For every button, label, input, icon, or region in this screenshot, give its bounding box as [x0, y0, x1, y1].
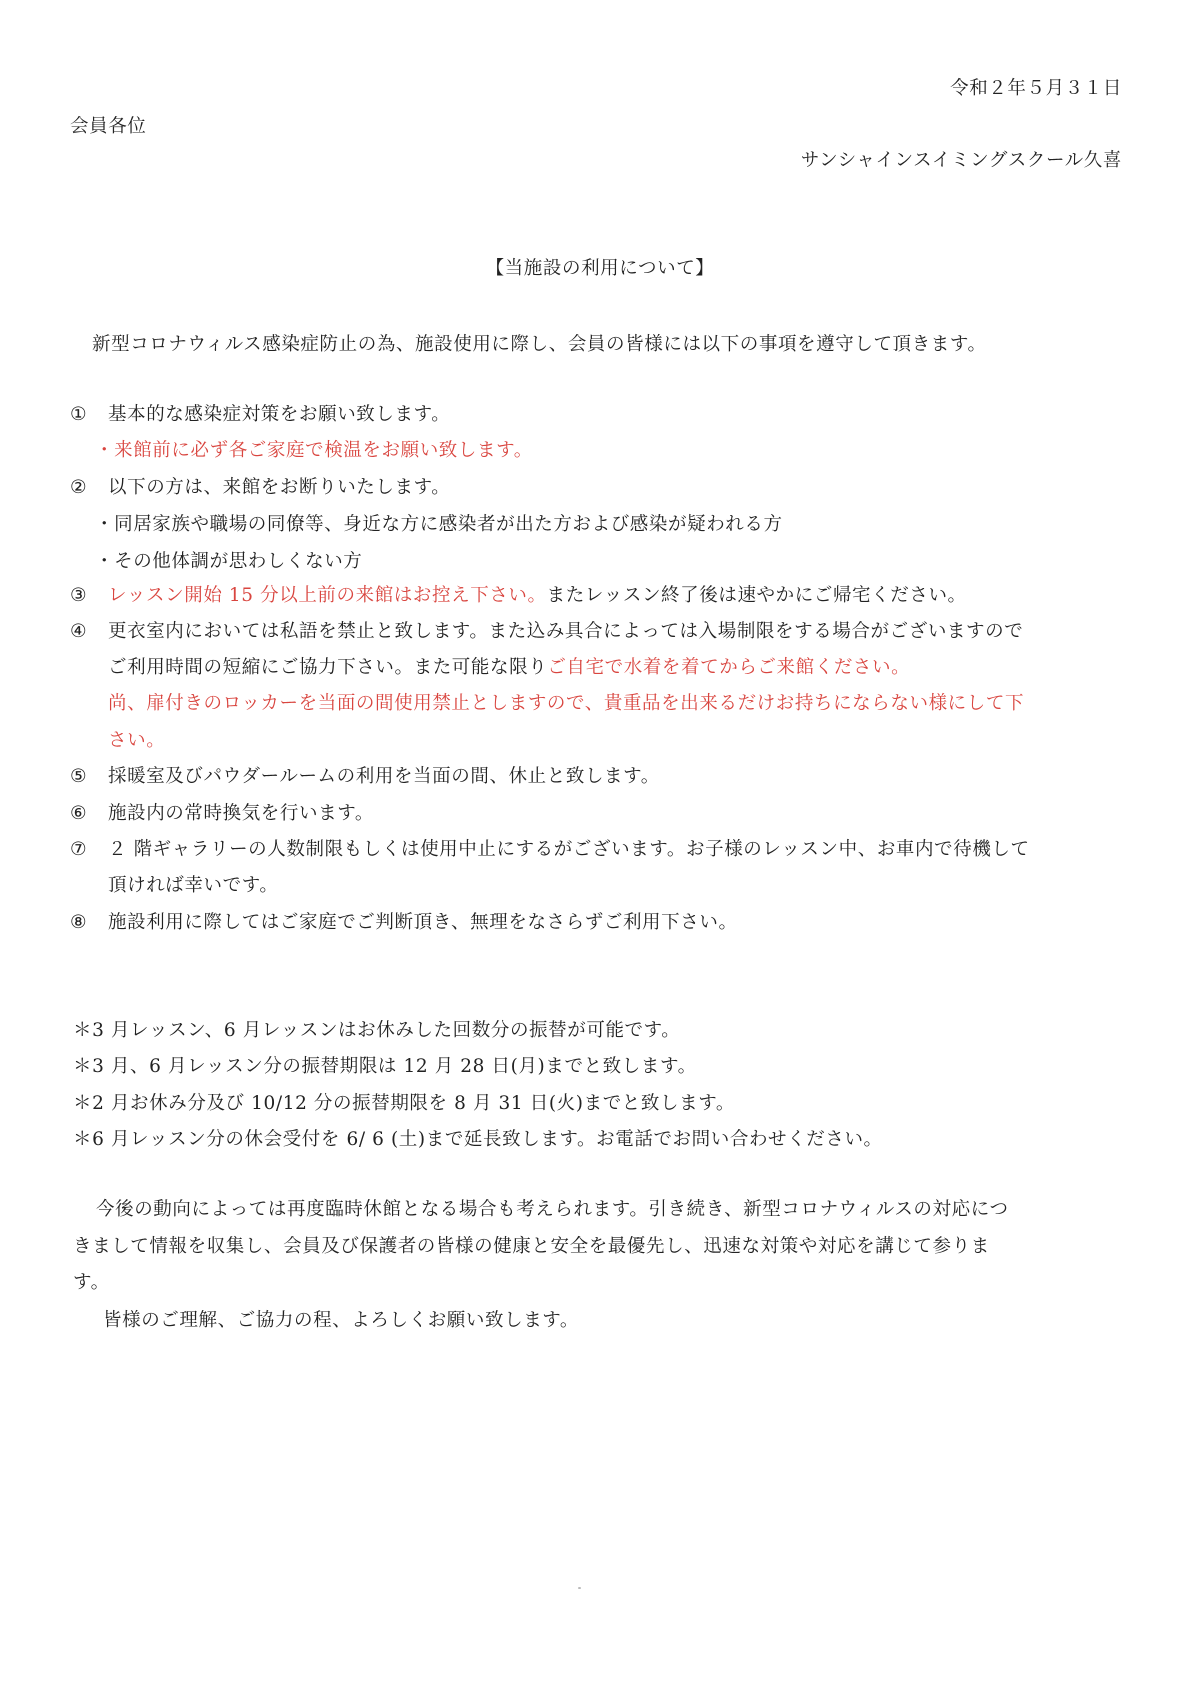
item-text-highlight: レッスン開始 15 分以上前の来館はお控え下さい。 — [108, 585, 547, 606]
list-item-2-sub-1: ・同居家族や職場の同僚等、身近な方に感染者が出た方および感染が疑われる方 — [95, 514, 783, 535]
note-3: ＊2 月お休み分及び 10/12 分の振替期限を 8 月 31 日(火)までと致します。 — [73, 1093, 735, 1114]
item-number: ② — [70, 477, 88, 498]
list-item-1 — [70, 403, 450, 427]
list-item-4-line-2 — [108, 656, 910, 680]
item-number: ④ — [70, 621, 88, 642]
item-text: 更衣室内においては私語を禁止と致します。また込み具合によっては入場制限をする場合がございますので — [108, 621, 1024, 642]
item-text: 基本的な感染症対策をお願い致します。 — [108, 404, 451, 425]
scan-speck — [578, 1587, 581, 1589]
item-number: ⑤ — [70, 766, 88, 787]
note-1: ＊3 月レッスン、6 月レッスンはお休みした回数分の振替が可能です。 — [73, 1020, 681, 1041]
list-item-7-line-2: 頂ければ幸いです。 — [108, 875, 279, 896]
item-text: 施設内の常時換気を行います。 — [108, 803, 374, 824]
list-item-1-sub: ・来館前に必ず各ご家庭で検温をお願い致します。 — [95, 440, 533, 461]
document-date: 令和２年５月３１日 — [950, 78, 1122, 99]
item-number: ⑥ — [70, 803, 88, 824]
note-4: ＊6 月レッスン分の休会受付を 6/ 6 (土)まで延長致します。お電話でお問い合わせください。 — [73, 1129, 883, 1150]
item-number: ① — [70, 404, 88, 425]
item-number: ⑧ — [70, 912, 88, 933]
list-item-8 — [70, 911, 738, 935]
list-item-6 — [70, 802, 374, 826]
intro-paragraph: 新型コロナウィルス感染症防止の為、施設使用に際し、会員の皆様には以下の事項を遵守して頂きます。 — [92, 334, 987, 355]
list-item-2-sub-2: ・その他体調が思わしくない方 — [95, 551, 363, 572]
item-number: ③ — [70, 585, 88, 606]
note-2: ＊3 月、6 月レッスン分の振替期限は 12 月 28 日(月)までと致します。 — [73, 1056, 697, 1077]
list-item-5 — [70, 765, 660, 789]
item-text: またレッスン終了後は速やかにご帰宅ください。 — [546, 585, 967, 606]
list-item-3 — [70, 584, 967, 608]
sender-name: サンシャインスイミングスクール久喜 — [800, 150, 1122, 171]
list-item-4-line-4: さい。 — [108, 730, 166, 751]
item-number: ⑦ — [70, 839, 88, 860]
closing-line-1: 今後の動向によっては再度臨時休館となる場合も考えられます。引き続き、新型コロナウィルスの対応につ — [96, 1199, 1009, 1220]
closing-line-3: す。 — [73, 1272, 110, 1293]
addressee: 会員各位 — [70, 116, 147, 137]
item-text-highlight: ご自宅で水着を着てからご来館ください。 — [547, 657, 911, 678]
list-item-4 — [70, 620, 1023, 644]
notice-title: 【当施設の利用について】 — [485, 258, 715, 279]
list-item-4-line-3: 尚、扉付きのロッカーを当面の間使用禁止としますので、貴重品を出来るだけお持ちにならない様にして下 — [108, 693, 1025, 714]
item-text: ご利用時間の短縮にご協力下さい。また可能な限り — [108, 657, 548, 678]
item-text: 施設利用に際してはご家庭でご判断頂き、無理をなさらずご利用下さい。 — [108, 912, 738, 933]
item-text: 採暖室及びパウダールームの利用を当面の間、休止と致します。 — [108, 766, 660, 787]
closing-line-4: 皆様のご理解、ご協力の程、よろしくお願い致します。 — [103, 1310, 580, 1331]
closing-line-2: きまして情報を収集し、会員及び保護者の皆様の健康と安全を最優先し、迅速な対策や対応を講じて参りま — [73, 1236, 990, 1257]
list-item-7 — [70, 838, 1030, 862]
item-text: 以下の方は、来館をお断りいたします。 — [108, 477, 451, 498]
item-text: ２ 階ギャラリーの人数制限もしくは使用中止にするがございます。お子様のレッスン中、お車内で待機して — [108, 839, 1030, 860]
list-item-2 — [70, 476, 450, 500]
